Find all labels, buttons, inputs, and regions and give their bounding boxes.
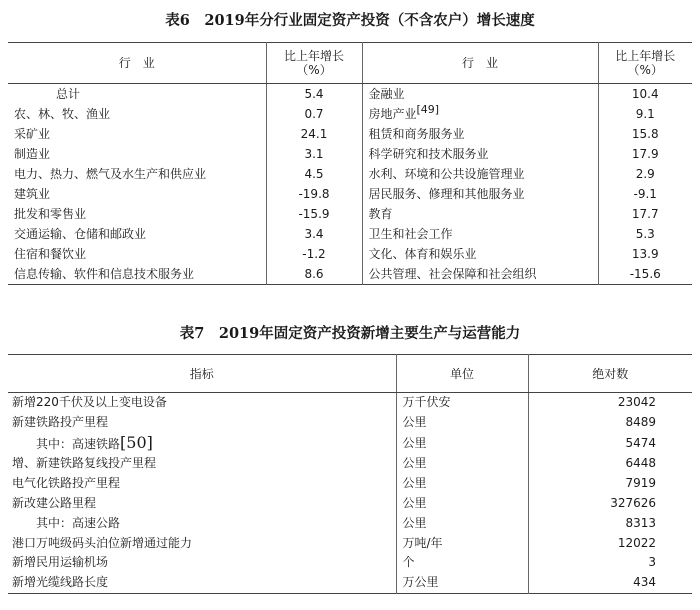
footnote-ref: [49] [416, 104, 440, 116]
industry-name-right [362, 164, 598, 184]
value-cell-text: 6448 [625, 456, 656, 471]
unit-cell-text: 公里 [402, 435, 427, 450]
growth-value-left [266, 84, 362, 105]
industry-name-left-text: 总计 [56, 87, 81, 101]
value-cell [528, 534, 692, 554]
industry-name-right-text: 居民服务、修理和其他服务业 [368, 187, 525, 201]
industry-name-left [8, 264, 266, 285]
industry-name-right-text: 文化、体育和娱乐业 [368, 247, 477, 261]
growth-value-right [598, 144, 692, 164]
industry-name-right [362, 204, 598, 224]
table7-row [8, 494, 692, 514]
industry-name-left-text: 批发和零售业 [14, 207, 87, 221]
table7-row [8, 433, 692, 455]
table7-row [8, 573, 692, 593]
unit-cell [396, 553, 528, 573]
industry-name-left-text: 交通运输、仓储和邮政业 [14, 227, 147, 241]
unit-cell-text: 公里 [402, 456, 427, 471]
table6-row [8, 184, 692, 204]
value-cell [528, 553, 692, 573]
growth-value-right-text: 10.4 [631, 87, 659, 101]
growth-value-right [598, 204, 692, 224]
industry-name-left [8, 124, 266, 144]
value-cell-text: 5474 [625, 435, 656, 450]
industry-name-left-text: 建筑业 [14, 187, 51, 201]
indicator-name [8, 514, 396, 534]
unit-cell [396, 514, 528, 534]
indicator-name-text: 电气化铁路投产里程 [12, 476, 121, 491]
growth-value-right [598, 84, 692, 105]
unit-cell [396, 573, 528, 593]
indicator-name [8, 413, 396, 433]
industry-name-left [8, 104, 266, 124]
value-cell [528, 393, 692, 413]
industry-name-right-text: 公共管理、社会保障和社会组织 [368, 267, 537, 281]
growth-value-right-text: 9.1 [635, 107, 655, 121]
industry-name-left-text: 农、林、牧、渔业 [14, 107, 111, 121]
growth-value-left [266, 184, 362, 204]
growth-value-right [598, 104, 692, 124]
growth-value-left-text: -1.2 [302, 247, 326, 261]
table7-title: 表7 2019年固定资产投资新增主要生产与运营能力 [179, 325, 521, 342]
growth-value-left-text: 4.5 [304, 167, 324, 181]
industry-name-right [362, 224, 598, 244]
growth-value-right-text: 17.7 [631, 207, 659, 221]
growth-value-left [266, 244, 362, 264]
growth-value-left [266, 144, 362, 164]
industry-name-right [362, 264, 598, 285]
growth-header-line2: （%） [296, 63, 332, 77]
value-cell [528, 514, 692, 534]
industry-name-left-text: 制造业 [14, 147, 51, 161]
industry-name-right-text: 科学研究和技术服务业 [368, 147, 489, 161]
industry-name-right-text: 金融业 [368, 87, 405, 101]
table6-row [8, 144, 692, 164]
table6-row [8, 204, 692, 224]
unit-cell [396, 494, 528, 514]
value-cell [528, 433, 692, 455]
unit-cell-text: 万公里 [402, 575, 439, 590]
value-cell [528, 413, 692, 433]
growth-value-right [598, 124, 692, 144]
indicator-name [8, 553, 396, 573]
table7-row [8, 474, 692, 494]
growth-value-right-text: 15.8 [631, 127, 659, 141]
indicator-name-text: 新增220千伏及以上变电设备 [12, 395, 167, 409]
table6-row [8, 244, 692, 264]
industry-name-right-text: 房地产业 [368, 107, 417, 121]
growth-value-right-text: 13.9 [631, 247, 659, 261]
growth-header-left [266, 43, 362, 84]
industry-name-left-text: 住宿和餐饮业 [14, 247, 87, 261]
indicator-header: 指标 [8, 355, 396, 393]
growth-value-right [598, 184, 692, 204]
table6-row [8, 124, 692, 144]
growth-header-right [598, 43, 692, 84]
unit-cell [396, 454, 528, 474]
table6-header-row [8, 43, 692, 84]
growth-value-left-text: 3.1 [304, 147, 324, 161]
unit-cell [396, 413, 528, 433]
indicator-name-text: 港口万吨级码头泊位新增通过能力 [12, 535, 193, 550]
table7-row [8, 514, 692, 534]
table6-row [8, 164, 692, 184]
industry-name-left [8, 184, 266, 204]
value-cell-text: 3 [648, 555, 656, 570]
indicator-name [8, 433, 396, 455]
industry-header-left: 行 业 [8, 43, 266, 84]
growth-header-line1: 比上年增长 [283, 49, 344, 63]
table6-row [8, 224, 692, 244]
table6-row [8, 84, 692, 105]
unit-cell-text: 公里 [402, 515, 427, 530]
industry-name-left-text: 信息传输、软件和信息技术服务业 [14, 267, 195, 281]
growth-value-left [266, 264, 362, 285]
industry-name-right [362, 84, 598, 105]
value-cell [528, 474, 692, 494]
value-header: 绝对数 [528, 355, 692, 393]
table6-row [8, 104, 692, 124]
value-cell-text: 23042 [617, 395, 656, 409]
industry-name-right [362, 244, 598, 264]
value-cell [528, 454, 692, 474]
indicator-name-text: 新增光缆线路长度 [12, 575, 109, 590]
growth-value-left [266, 164, 362, 184]
growth-value-right-text: -9.1 [633, 187, 657, 201]
growth-value-right [598, 244, 692, 264]
unit-cell [396, 474, 528, 494]
unit-cell-text: 公里 [402, 414, 427, 429]
growth-value-right-text: 17.9 [631, 147, 659, 161]
table6-industry-growth [8, 42, 692, 285]
growth-value-left-text: -19.8 [298, 187, 330, 201]
indicator-name [8, 534, 396, 554]
indicator-name-text: 其中：高速公路 [36, 515, 121, 530]
industry-name-left [8, 224, 266, 244]
indicator-name-text: 新增民用运输机场 [12, 555, 109, 570]
industry-name-left [8, 164, 266, 184]
unit-header: 单位 [396, 355, 528, 393]
industry-name-right [362, 184, 598, 204]
growth-value-left [266, 224, 362, 244]
indicator-name [8, 393, 396, 413]
indicator-name-text: 增、新建铁路复线投产里程 [12, 456, 157, 471]
indicator-name [8, 454, 396, 474]
table7-row [8, 534, 692, 554]
unit-cell-text: 万千伏安 [402, 395, 451, 409]
growth-value-right-text: 5.3 [635, 227, 655, 241]
growth-value-left-text: 5.4 [304, 87, 324, 101]
value-cell-text: 327626 [610, 495, 656, 510]
value-cell-text: 7919 [625, 476, 656, 491]
industry-header-right: 行 业 [362, 43, 598, 84]
industry-name-right [362, 144, 598, 164]
indicator-name [8, 474, 396, 494]
indicator-name-text: 新建铁路投产里程 [12, 414, 109, 429]
growth-value-right-text: -15.6 [629, 267, 661, 281]
value-cell-text: 12022 [617, 535, 656, 550]
growth-value-right [598, 264, 692, 285]
growth-value-left [266, 204, 362, 224]
growth-value-left-text: 24.1 [300, 127, 328, 141]
value-cell [528, 494, 692, 514]
unit-cell-text: 公里 [402, 495, 427, 510]
industry-name-left [8, 144, 266, 164]
value-cell-text: 8313 [625, 515, 656, 530]
unit-cell [396, 534, 528, 554]
industry-name-right-text: 水利、环境和公共设施管理业 [368, 167, 525, 181]
table6-title: 表6 2019年分行业固定资产投资（不含农户）增长速度 [165, 12, 535, 29]
growth-value-left [266, 124, 362, 144]
industry-name-right [362, 104, 598, 124]
industry-name-left [8, 84, 266, 105]
value-cell [528, 573, 692, 593]
growth-value-right [598, 224, 692, 244]
table7-row [8, 454, 692, 474]
industry-name-left-text: 电力、热力、燃气及水生产和供应业 [14, 167, 207, 181]
growth-header-line2: （%） [627, 63, 663, 77]
industry-name-right-text: 租赁和商务服务业 [368, 127, 465, 141]
growth-value-left-text: -15.9 [298, 207, 330, 221]
industry-name-left-text: 采矿业 [14, 127, 51, 141]
table7-new-capacity [8, 354, 692, 594]
industry-name-left [8, 204, 266, 224]
growth-header-line1: 比上年增长 [615, 49, 676, 63]
growth-value-right [598, 164, 692, 184]
industry-name-right-text: 教育 [368, 207, 393, 221]
indicator-name [8, 494, 396, 514]
indicator-name [8, 573, 396, 593]
table7-row [8, 553, 692, 573]
growth-value-left [266, 104, 362, 124]
footnote-ref: [50] [120, 432, 153, 452]
value-cell-text: 8489 [625, 414, 656, 429]
industry-name-left [8, 244, 266, 264]
unit-cell-text: 万吨/年 [402, 535, 443, 550]
indicator-name-text: 其中：高速铁路 [36, 436, 121, 451]
growth-value-left-text: 3.4 [304, 227, 324, 241]
unit-cell [396, 393, 528, 413]
industry-name-right-text: 卫生和社会工作 [368, 227, 453, 241]
growth-value-right-text: 2.9 [635, 167, 655, 181]
table7-header-row [8, 355, 692, 393]
table7-row [8, 413, 692, 433]
unit-cell-text: 个 [402, 555, 415, 570]
growth-value-left-text: 0.7 [304, 107, 324, 121]
value-cell-text: 434 [633, 575, 656, 590]
indicator-name-text: 新改建公路里程 [12, 495, 97, 510]
industry-name-right [362, 124, 598, 144]
table6-row [8, 264, 692, 285]
growth-value-left-text: 8.6 [304, 267, 324, 281]
unit-cell [396, 433, 528, 455]
table7-row [8, 393, 692, 413]
unit-cell-text: 公里 [402, 476, 427, 491]
